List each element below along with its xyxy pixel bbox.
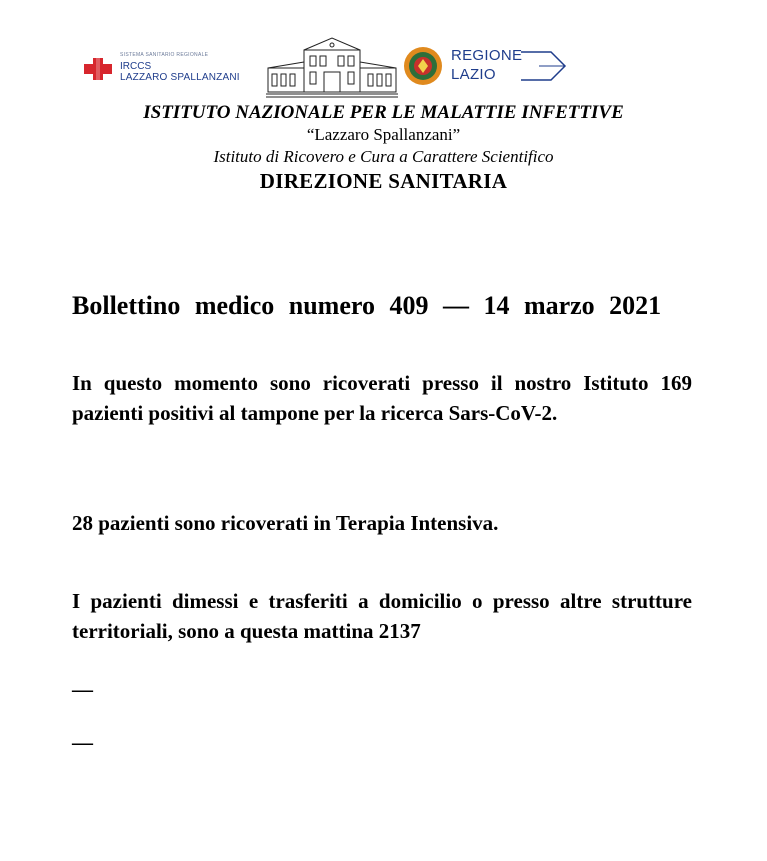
lazio-label: LAZIO xyxy=(451,66,496,83)
separator-dash: — xyxy=(72,677,93,701)
ircss-label: IRCCS xyxy=(120,61,152,72)
institute-building-icon xyxy=(266,36,398,100)
department-title: DIREZIONE SANITARIA xyxy=(259,169,508,193)
regione-lazio-logo xyxy=(403,44,568,88)
spallanzani-label: LAZZARO SPALLANZANI xyxy=(120,72,240,83)
separator-dash: — xyxy=(72,730,93,754)
letterhead xyxy=(0,102,767,194)
logo-bar xyxy=(0,34,767,102)
regione-emblem-icon xyxy=(403,46,443,86)
regione-label: REGIONE xyxy=(451,47,523,64)
red-cross-icon xyxy=(84,58,112,80)
bulletin-title: Bollettino medico numero 409 — 14 marzo 2021 xyxy=(72,291,662,320)
spallanzani-logo xyxy=(84,50,254,86)
bulletin-paragraph-intensive-care: 28 pazienti sono ricoverati in Terapia Intensiva. xyxy=(72,511,499,535)
institute-name: ISTITUTO NAZIONALE PER LE MALATTIE INFETTIVE xyxy=(143,102,624,123)
institute-subtitle: Istituto di Ricovero e Cura a Carattere Scientifico xyxy=(213,147,554,166)
bulletin-paragraph-hospitalized: In questo momento sono ricoverati presso il nostro Istituto 169 pazienti positivi al tampone per la ricerca Sars-CoV-2. xyxy=(72,371,692,425)
regione-chevron-icon xyxy=(521,48,567,84)
bulletin-paragraph-discharged: I pazienti dimessi e trasferiti a domicilio o presso altre strutture territoriali, sono a questa mattina 2137 xyxy=(72,589,692,643)
ircss-small-caption: SISTEMA SANITARIO REGIONALE xyxy=(120,52,209,58)
institute-eponym: “Lazzaro Spallanzani” xyxy=(306,125,461,144)
